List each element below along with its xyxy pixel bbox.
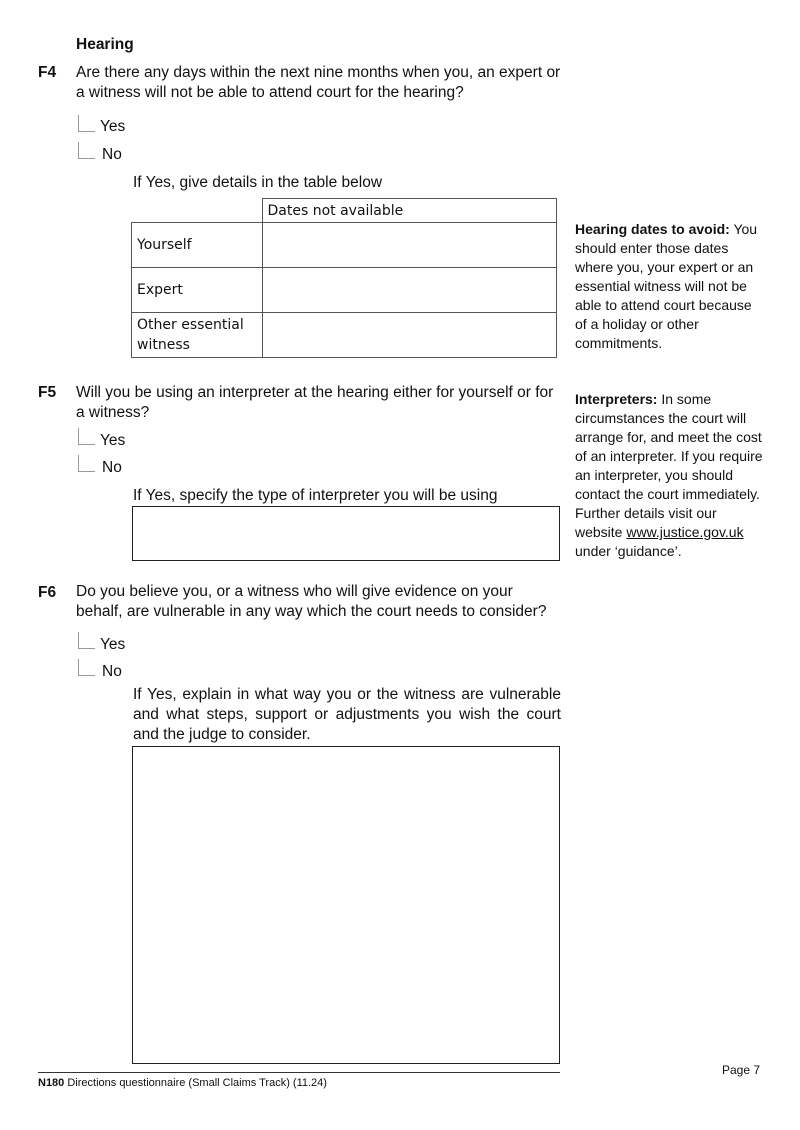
interpreters-heading: Interpreters: <box>575 391 658 407</box>
question-number-f4: F4 <box>38 64 57 81</box>
section-title: Hearing <box>76 36 134 53</box>
table-row <box>132 223 557 268</box>
footer-rule <box>38 1072 560 1073</box>
interpreter-type-field[interactable] <box>132 506 560 561</box>
question-f6: Do you believe you, or a witness who will give evidence on your behalf, are vulnerable in any way which the court needs to consider? <box>76 583 547 620</box>
dates-table-corner <box>132 199 263 223</box>
form-title: Directions questionnaire (Small Claims Track) (11.24) <box>64 1077 327 1089</box>
f4-no-checkbox[interactable] <box>78 142 95 159</box>
f4-yes-label: Yes <box>100 118 126 135</box>
form-code: N180 <box>38 1077 65 1089</box>
row-label-other-witness: Other essential witness <box>132 313 263 358</box>
footer-form-name <box>38 1077 327 1089</box>
f6-no-checkbox[interactable] <box>78 659 95 676</box>
interpreters-note <box>575 390 765 561</box>
f4-yes-checkbox[interactable] <box>78 115 95 132</box>
other-witness-dates-cell[interactable] <box>262 313 557 358</box>
f5-instruction: If Yes, specify the type of interpreter you will be using <box>133 487 498 504</box>
dates-table <box>131 198 557 358</box>
f5-yes-label: Yes <box>100 432 126 449</box>
expert-dates-cell[interactable] <box>262 268 557 313</box>
f4-no-label: No <box>102 146 122 163</box>
f6-no-label: No <box>102 663 122 680</box>
dates-table-header-row <box>132 199 557 223</box>
f5-no-label: No <box>102 459 122 476</box>
question-f5: Will you be using an interpreter at the hearing either for yourself or for a witness? <box>76 384 554 421</box>
justice-website-link[interactable]: www.justice.gov.uk <box>626 524 744 540</box>
table-row <box>132 268 557 313</box>
question-number-f5: F5 <box>38 384 57 401</box>
f5-no-checkbox[interactable] <box>78 455 95 472</box>
hearing-dates-heading: Hearing dates to avoid: <box>575 221 730 237</box>
vulnerability-details-field[interactable] <box>132 746 560 1064</box>
hearing-dates-note <box>575 220 765 353</box>
row-label-expert: Expert <box>132 268 263 313</box>
row-label-yourself: Yourself <box>132 223 263 268</box>
question-number-f6: F6 <box>38 584 57 601</box>
question-f4: Are there any days within the next nine months when you, an expert or a witness will not be able to attend court for the hearing? <box>76 64 561 101</box>
interpreters-body: In some circumstances the court will arrange for, and meet the cost of an interpreter. If you require an interpreter, you should contact the court immediately. Further details visit our website <box>575 391 763 540</box>
f5-yes-checkbox[interactable] <box>78 428 95 445</box>
interpreters-tail: under ‘guidance’. <box>575 543 682 559</box>
page-number: Page 7 <box>722 1063 761 1077</box>
hearing-dates-body: You should enter those dates where you, your expert or an essential witness will not be able to attend court because of a holiday or other commitments. <box>575 221 758 351</box>
f4-instruction: If Yes, give details in the table below <box>133 174 383 191</box>
f6-instruction: If Yes, explain in what way you or the witness are vulnerable and what steps, support or adjustments you wish the court and the judge to consider. <box>133 686 561 743</box>
dates-table-header: Dates not available <box>262 199 557 223</box>
yourself-dates-cell[interactable] <box>262 223 557 268</box>
f6-yes-label: Yes <box>100 636 126 653</box>
f6-yes-checkbox[interactable] <box>78 632 95 649</box>
table-row <box>132 313 557 358</box>
